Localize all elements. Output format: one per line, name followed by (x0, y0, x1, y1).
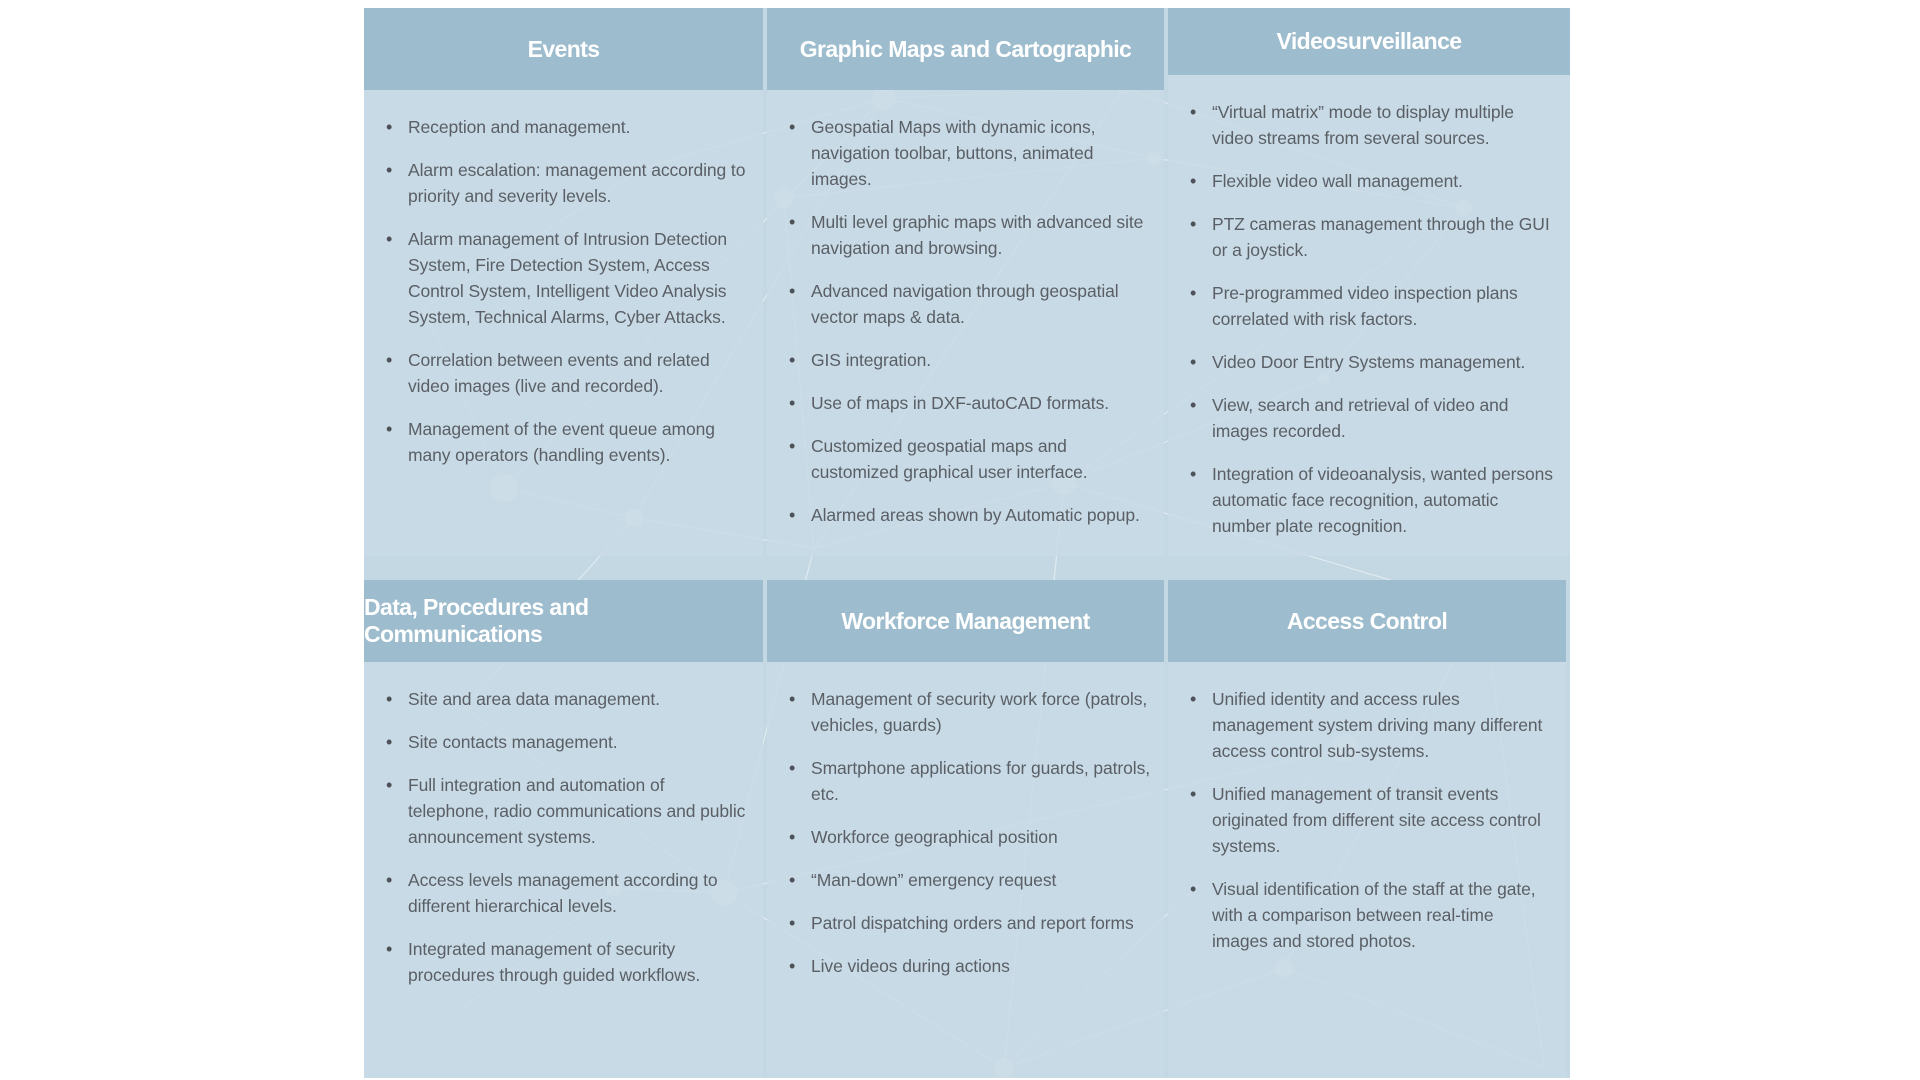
list-item: • Smartphone applications for guards, patrols, etc. (787, 755, 1150, 807)
video-panel (1168, 8, 1570, 556)
list-item: • Alarm escalation: management according to priority and severity levels. (384, 157, 749, 209)
list-item: • Pre-programmed video inspection plans correlated with risk factors. (1188, 280, 1556, 332)
list-item: • Use of maps in DXF-autoCAD formats. (787, 390, 1150, 416)
video-title: Videosurveillance (1168, 8, 1570, 75)
list-item: • Site and area data management. (384, 686, 749, 712)
list-item: • “Man-down” emergency request (787, 867, 1150, 893)
list-item: • Correlation between events and related video images (live and recorded). (384, 347, 749, 399)
list-item: • Access levels management according to different hierarchical levels. (384, 867, 749, 919)
list-item: • “Virtual matrix” mode to display multiple video streams from several sources. (1188, 99, 1556, 151)
data-title: Data, Procedures and Communications (364, 580, 763, 662)
list-item: • PTZ cameras management through the GUI or a joystick. (1188, 211, 1556, 263)
data-list (364, 662, 763, 1005)
list-item: • Geospatial Maps with dynamic icons, navigation toolbar, buttons, animated images. (787, 114, 1150, 192)
workforce-title: Workforce Management (767, 580, 1164, 662)
list-item: • Alarm management of Intrusion Detection System, Fire Detection System, Access Control System, Intelligent Video Analysis System, Technical Alarms, Cyber Attacks. (384, 226, 749, 330)
list-item: • Reception and management. (384, 114, 749, 140)
list-item: • Multi level graphic maps with advanced site navigation and browsing. (787, 209, 1150, 261)
list-item: • Visual identification of the staff at the gate, with a comparison between real-time images and stored photos. (1188, 876, 1552, 954)
list-item: • Management of the event queue among many operators (handling events). (384, 416, 749, 468)
access-panel (1168, 580, 1566, 1078)
list-item: • Unified identity and access rules management system driving many different access control sub-systems. (1188, 686, 1552, 764)
feature-grid (364, 8, 1570, 1078)
list-item: • View, search and retrieval of video and images recorded. (1188, 392, 1556, 444)
events-panel (364, 8, 763, 556)
maps-panel (767, 8, 1164, 556)
top-row (364, 8, 1570, 556)
bottom-row (364, 580, 1566, 1078)
list-item: • Management of security work force (patrols, vehicles, guards) (787, 686, 1150, 738)
list-item: • Patrol dispatching orders and report forms (787, 910, 1150, 936)
events-list (364, 90, 763, 485)
list-item: • Customized geospatial maps and customized graphical user interface. (787, 433, 1150, 485)
access-list (1168, 662, 1566, 971)
workforce-list (767, 662, 1164, 996)
list-item: • Flexible video wall management. (1188, 168, 1556, 194)
maps-title: Graphic Maps and Cartographic (767, 8, 1164, 90)
list-item: • Advanced navigation through geospatial vector maps & data. (787, 278, 1150, 330)
list-item: • Integrated management of security procedures through guided workflows. (384, 936, 749, 988)
events-title: Events (364, 8, 763, 90)
list-item: • GIS integration. (787, 347, 1150, 373)
maps-list (767, 90, 1164, 545)
access-title: Access Control (1168, 580, 1566, 662)
list-item: • Full integration and automation of telephone, radio communications and public announcement systems. (384, 772, 749, 850)
video-list (1168, 75, 1570, 556)
workforce-panel (767, 580, 1164, 1078)
list-item: • Video Door Entry Systems management. (1188, 349, 1556, 375)
list-item: • Alarmed areas shown by Automatic popup. (787, 502, 1150, 528)
list-item: • Integration of videoanalysis, wanted persons automatic face recognition, automatic number plate recognition. (1188, 461, 1556, 539)
list-item: • Unified management of transit events originated from different site access control systems. (1188, 781, 1552, 859)
list-item: • Site contacts management. (384, 729, 749, 755)
data-panel (364, 580, 763, 1078)
list-item: • Workforce geographical position (787, 824, 1150, 850)
list-item: • Live videos during actions (787, 953, 1150, 979)
